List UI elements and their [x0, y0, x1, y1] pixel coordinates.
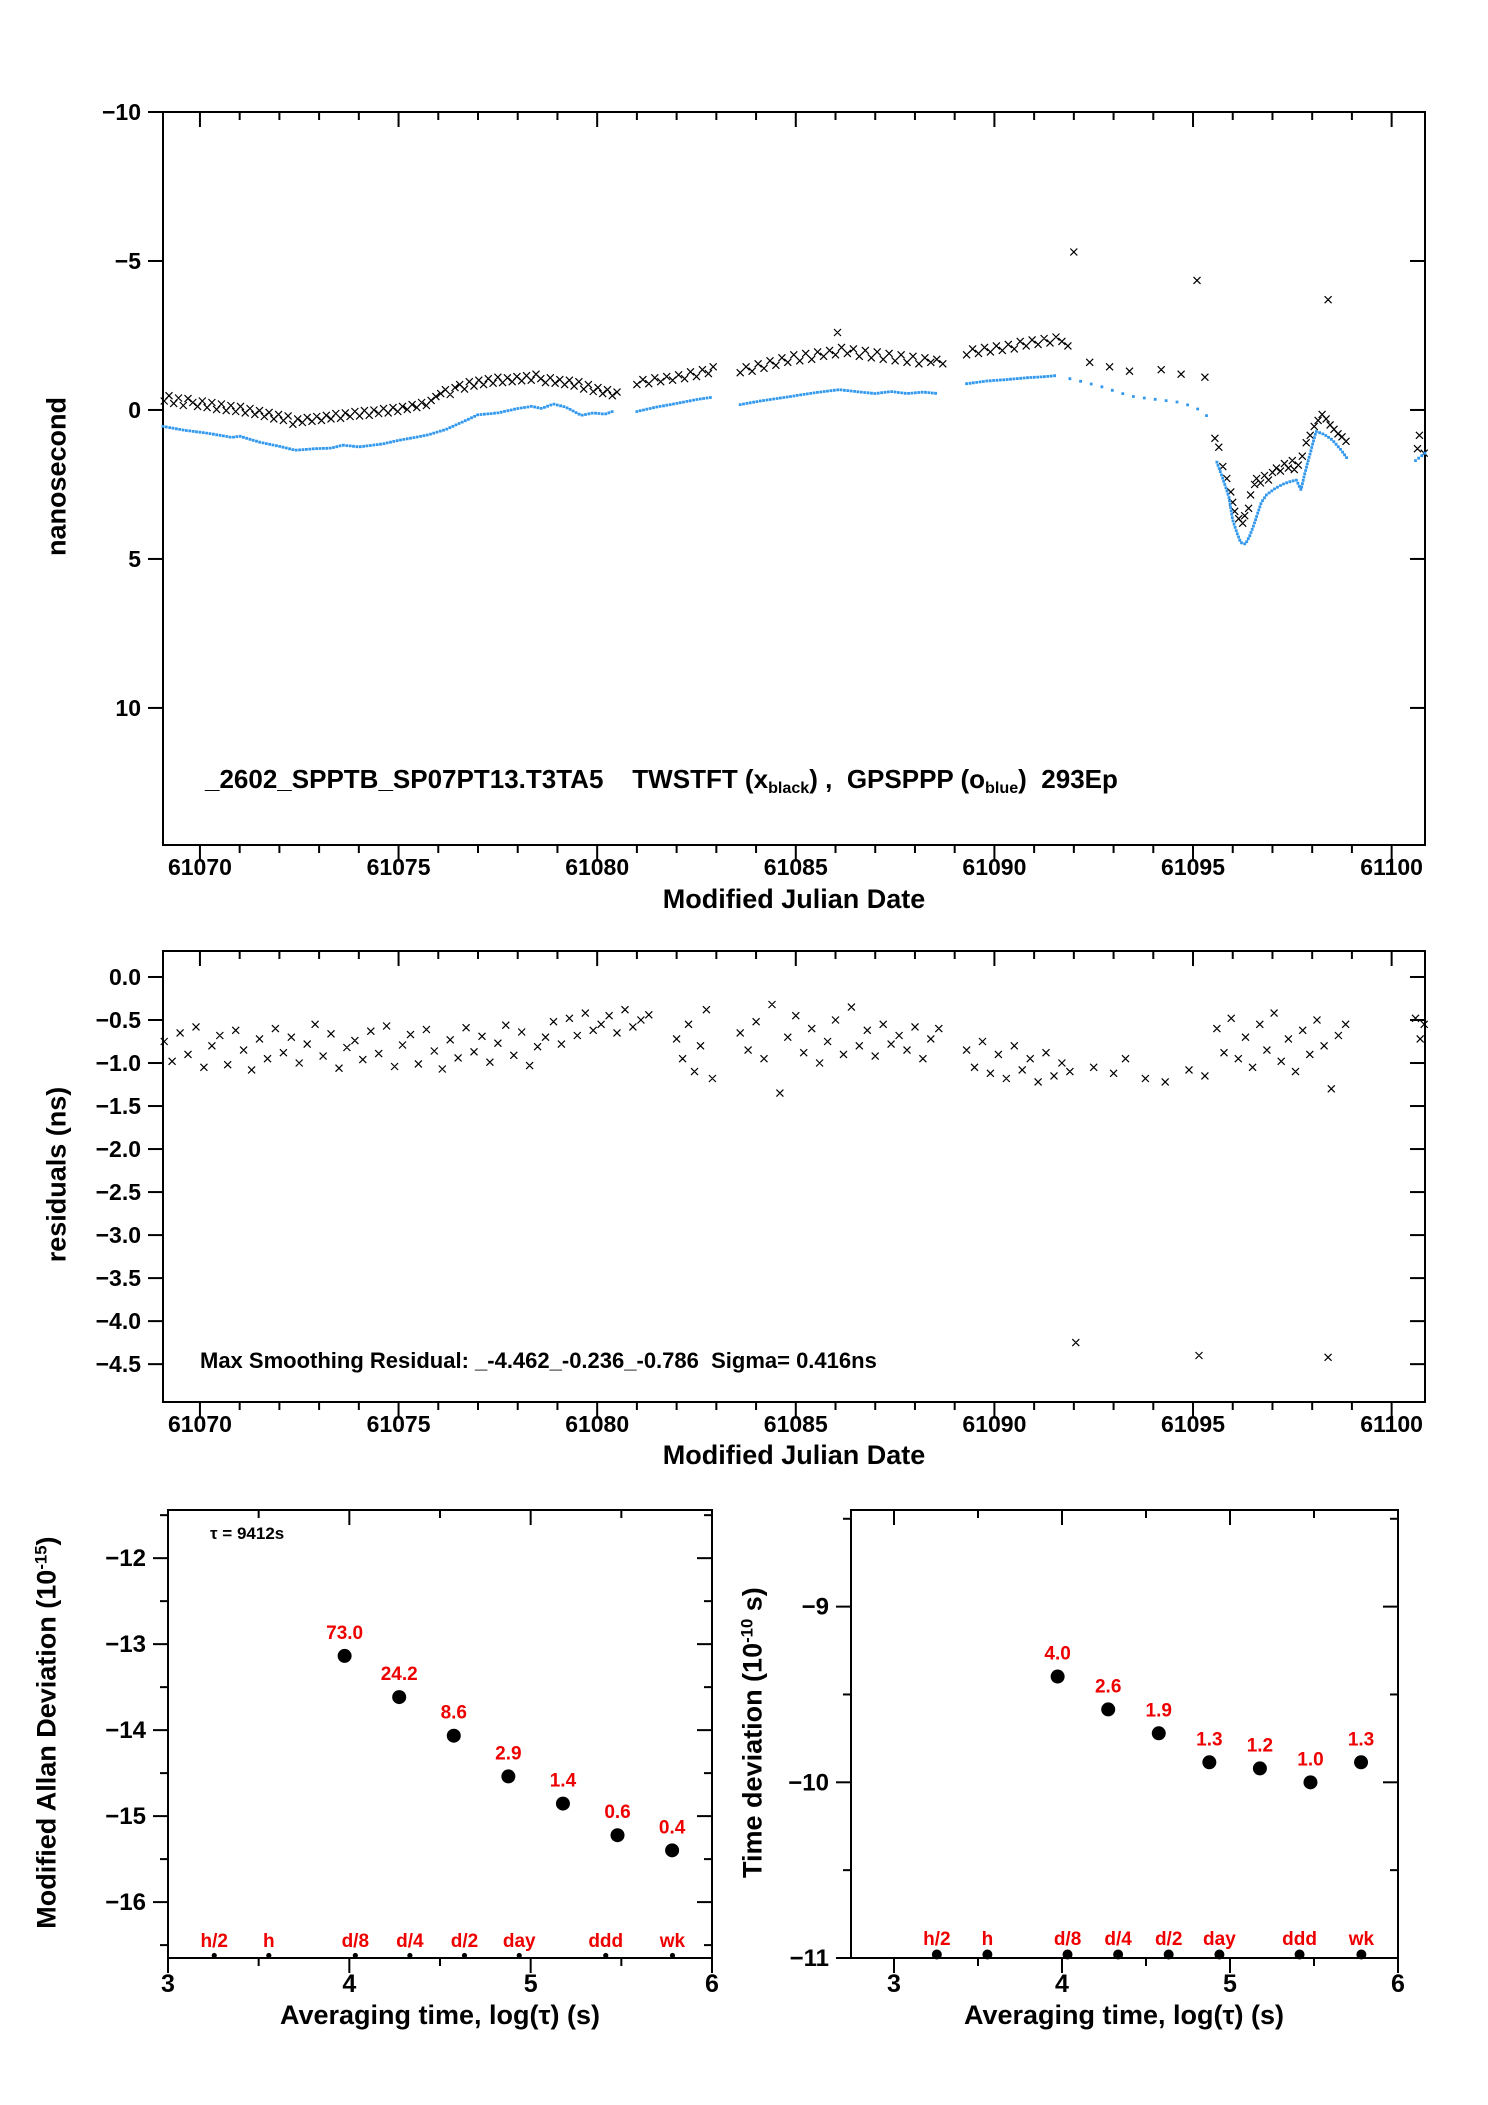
svg-text:4: 4	[1055, 1970, 1069, 1998]
svg-text:3: 3	[161, 1970, 175, 1998]
residuals-y-axis-label: residuals (ns)	[41, 1086, 72, 1263]
svg-text:d/2: d/2	[450, 1931, 479, 1952]
svg-text:wk: wk	[1348, 1929, 1375, 1950]
svg-text:−10: −10	[788, 1769, 829, 1797]
svg-text:2.6: 2.6	[1094, 1676, 1122, 1698]
phase-x-axis-label: Modified Julian Date	[662, 884, 926, 914]
tdev-y-axis-label: Time deviation ($10^{-10}$ s)	[737, 1587, 768, 1878]
svg-text:−4.5: −4.5	[95, 1351, 141, 1378]
svg-text:61095: 61095	[1161, 854, 1226, 880]
svg-text:−3.5: −3.5	[95, 1265, 141, 1292]
svg-text:1.4: 1.4	[549, 1770, 577, 1792]
svg-text:day: day	[502, 1931, 536, 1952]
svg-text:−0.5: −0.5	[95, 1007, 141, 1034]
svg-text:−2.0: −2.0	[95, 1136, 141, 1163]
svg-text:61080: 61080	[565, 1411, 630, 1437]
svg-text:8.6: 8.6	[440, 1702, 467, 1724]
svg-text:61090: 61090	[962, 854, 1027, 880]
svg-text:5: 5	[128, 545, 141, 572]
svg-text:d/8: d/8	[341, 1931, 370, 1952]
svg-text:d/2: d/2	[1154, 1929, 1183, 1950]
svg-text:−16: −16	[105, 1889, 146, 1917]
svg-text:h: h	[263, 1931, 275, 1952]
svg-text:0.0: 0.0	[109, 963, 141, 990]
svg-text:24.2: 24.2	[380, 1664, 418, 1686]
svg-text:1.2: 1.2	[1246, 1735, 1274, 1757]
svg-text:0.4: 0.4	[658, 1817, 686, 1839]
svg-text:1.3: 1.3	[1347, 1729, 1375, 1751]
svg-text:wk: wk	[659, 1931, 686, 1952]
max-smoothing-residual-annotation: Max Smoothing Residual: _-4.462_-0.236_-0.786 Sigma= 0.416ns	[200, 1348, 877, 1373]
svg-text:1.9: 1.9	[1145, 1700, 1172, 1722]
svg-text:10: 10	[115, 694, 141, 721]
svg-text:0.6: 0.6	[604, 1802, 631, 1824]
svg-text:6: 6	[705, 1970, 719, 1998]
svg-text:day: day	[1203, 1929, 1236, 1950]
svg-text:2.9: 2.9	[495, 1743, 522, 1765]
svg-text:61070: 61070	[167, 854, 232, 880]
svg-text:0: 0	[128, 396, 141, 423]
svg-text:−12: −12	[105, 1545, 146, 1573]
svg-text:h: h	[981, 1929, 994, 1950]
tau-annotation: τ = 9412s	[210, 1524, 285, 1543]
svg-text:−1.5: −1.5	[95, 1093, 141, 1120]
svg-text:−4.0: −4.0	[95, 1308, 141, 1335]
svg-text:5: 5	[1223, 1970, 1237, 1998]
svg-text:61100: 61100	[1360, 854, 1423, 880]
tdev-x-axis-label: Averaging time, log(τ) (s)	[963, 2000, 1285, 2030]
svg-text:−11: −11	[789, 1945, 829, 1972]
svg-text:4.0: 4.0	[1044, 1643, 1071, 1665]
phase-chart-title: _2602_SPPTB_SP07PT13.T3TA5 TWSTFT $(x_{black})$ , GPSPPP $(o_{blue})$ 293Ep	[205, 764, 1118, 797]
svg-text:−3.0: −3.0	[95, 1222, 141, 1249]
svg-text:−5: −5	[114, 247, 141, 274]
phase-y-axis-label: nanosecond	[41, 396, 72, 557]
svg-text:−14: −14	[105, 1717, 146, 1745]
svg-text:−1.0: −1.0	[95, 1050, 141, 1077]
svg-text:1.3: 1.3	[1196, 1729, 1223, 1751]
svg-text:−10: −10	[101, 99, 141, 125]
svg-text:4: 4	[342, 1970, 357, 1998]
svg-text:61075: 61075	[366, 854, 431, 880]
svg-text:61085: 61085	[763, 1411, 828, 1437]
svg-text:d/4: d/4	[396, 1931, 424, 1952]
svg-text:−15: −15	[105, 1803, 146, 1831]
svg-text:61100: 61100	[1360, 1411, 1423, 1437]
svg-text:61075: 61075	[366, 1411, 431, 1437]
svg-text:61095: 61095	[1161, 1411, 1226, 1437]
svg-text:6: 6	[1391, 1970, 1405, 1998]
residuals-x-axis-label: Modified Julian Date	[662, 1440, 926, 1470]
svg-text:1.0: 1.0	[1297, 1749, 1324, 1771]
svg-text:61080: 61080	[565, 854, 630, 880]
svg-text:ddd: ddd	[588, 1931, 624, 1952]
svg-text:d/8: d/8	[1053, 1929, 1082, 1950]
svg-text:ddd: ddd	[1282, 1929, 1317, 1950]
svg-text:61070: 61070	[167, 1411, 232, 1437]
svg-text:h/2: h/2	[200, 1931, 228, 1952]
svg-text:−13: −13	[105, 1631, 146, 1659]
svg-text:−9: −9	[801, 1593, 829, 1621]
svg-text:5: 5	[523, 1970, 538, 1998]
svg-text:d/4: d/4	[1104, 1929, 1132, 1950]
svg-text:73.0: 73.0	[326, 1622, 364, 1644]
svg-text:61090: 61090	[962, 1411, 1027, 1437]
mdev-y-axis-label: Modified Allan Deviation $(10^{-15})$	[31, 1536, 62, 1929]
svg-text:3: 3	[887, 1970, 901, 1998]
mdev-x-axis-label: Averaging time, log(τ) (s)	[279, 2000, 601, 2030]
svg-text:h/2: h/2	[923, 1929, 951, 1950]
svg-text:−2.5: −2.5	[95, 1179, 141, 1206]
svg-text:61085: 61085	[763, 854, 828, 880]
